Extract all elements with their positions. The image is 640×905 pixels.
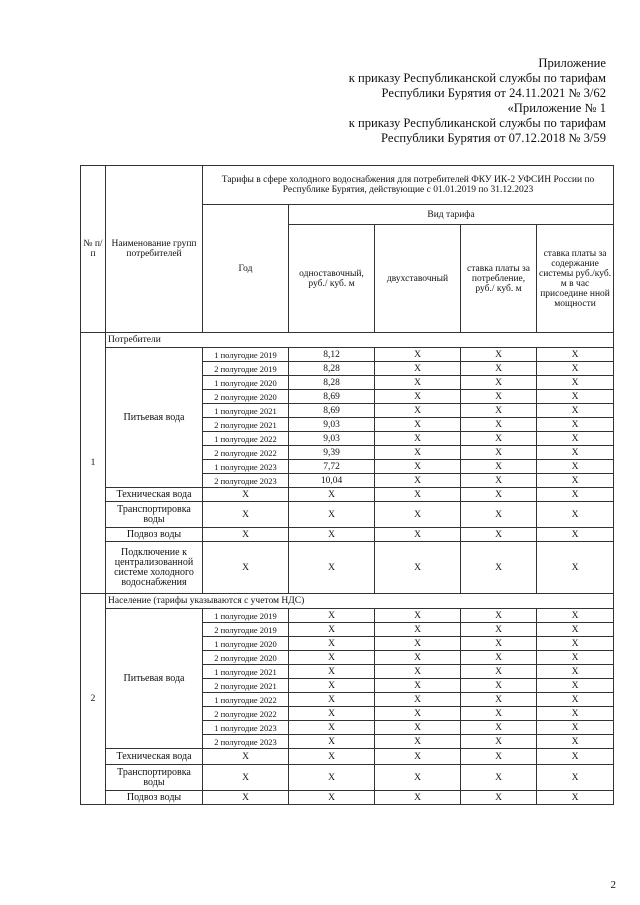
single-rate-value: 8,28 (289, 376, 375, 390)
na-mark: X (461, 404, 537, 418)
na-mark: X (203, 749, 289, 765)
na-mark: X (537, 791, 614, 805)
single-rate-value: X (289, 735, 375, 749)
col-header-year: Год (203, 205, 289, 333)
na-mark: X (537, 390, 614, 404)
group-drinking-water: Питьевая вода (106, 348, 203, 488)
na-mark: X (375, 542, 461, 594)
group-drinking-water: Питьевая вода (106, 609, 203, 749)
na-mark: X (537, 637, 614, 651)
service-name: Подвоз воды (106, 791, 203, 805)
na-mark: X (203, 502, 289, 528)
na-mark: X (461, 693, 537, 707)
tariff-table (80, 165, 614, 805)
period-cell: 2 полугодие 2023 (203, 735, 289, 749)
period-cell: 2 полугодие 2022 (203, 707, 289, 721)
na-mark: X (461, 707, 537, 721)
na-mark: X (461, 665, 537, 679)
period-cell: 2 полугодие 2019 (203, 362, 289, 376)
na-mark: X (537, 488, 614, 502)
na-mark: X (461, 488, 537, 502)
service-name: Техническая вода (106, 488, 203, 502)
col-header-double-rate: двухставочный (375, 225, 461, 333)
na-mark: X (537, 721, 614, 735)
na-mark: X (375, 637, 461, 651)
single-rate-value: X (289, 721, 375, 735)
na-mark: X (375, 749, 461, 765)
na-mark: X (537, 665, 614, 679)
na-mark: X (375, 528, 461, 542)
period-cell: 1 полугодие 2022 (203, 693, 289, 707)
na-mark: X (375, 404, 461, 418)
single-rate-value: 8,69 (289, 390, 375, 404)
na-mark: X (537, 460, 614, 474)
period-cell: 2 полугодие 2023 (203, 474, 289, 488)
na-mark: X (537, 376, 614, 390)
na-mark: X (375, 735, 461, 749)
single-rate-value: X (289, 651, 375, 665)
single-rate-value: 9,39 (289, 446, 375, 460)
na-mark: X (461, 474, 537, 488)
na-mark: X (375, 446, 461, 460)
na-mark: X (537, 362, 614, 376)
single-rate-value: 8,12 (289, 348, 375, 362)
na-mark: X (289, 791, 375, 805)
na-mark: X (375, 623, 461, 637)
na-mark: X (461, 528, 537, 542)
header-line: Приложение (538, 56, 606, 70)
section-title: Население (тарифы указываются с учетом НДС) (106, 594, 614, 609)
na-mark: X (375, 390, 461, 404)
period-cell: 2 полугодие 2021 (203, 679, 289, 693)
na-mark: X (461, 376, 537, 390)
na-mark: X (375, 376, 461, 390)
na-mark: X (537, 404, 614, 418)
header-line: «Приложение № 1 (507, 101, 606, 115)
na-mark: X (461, 637, 537, 651)
na-mark: X (461, 390, 537, 404)
na-mark: X (537, 693, 614, 707)
na-mark: X (537, 735, 614, 749)
na-mark: X (537, 765, 614, 791)
na-mark: X (461, 721, 537, 735)
na-mark: X (537, 418, 614, 432)
period-cell: 1 полугодие 2019 (203, 609, 289, 623)
na-mark: X (461, 502, 537, 528)
na-mark: X (289, 542, 375, 594)
na-mark: X (537, 446, 614, 460)
na-mark: X (289, 488, 375, 502)
na-mark: X (203, 528, 289, 542)
col-header-tariff-type: Вид тарифа (289, 205, 614, 225)
period-cell: 1 полугодие 2019 (203, 348, 289, 362)
table-row (81, 791, 614, 805)
col-header-rate-maintenance: ставка платы за содержание системы руб./куб. м в час присоедине нной мощности (537, 225, 614, 333)
period-cell: 1 полугодие 2023 (203, 460, 289, 474)
period-cell: 1 полугодие 2023 (203, 721, 289, 735)
na-mark: X (375, 665, 461, 679)
na-mark: X (375, 488, 461, 502)
header-line: Республики Бурятия от 07.12.2018 № 3/59 (381, 131, 606, 145)
col-header-rate-consumption: ставка платы за потребление, руб./ куб. м (461, 225, 537, 333)
table-row (81, 765, 614, 791)
na-mark: X (375, 474, 461, 488)
period-cell: 1 полугодие 2020 (203, 637, 289, 651)
na-mark: X (537, 651, 614, 665)
header-line: к приказу Республиканской службы по тарифам (348, 116, 606, 130)
na-mark: X (289, 749, 375, 765)
table-row (81, 749, 614, 765)
col-header-single-rate: одноставочный, руб./ куб. м (289, 225, 375, 333)
na-mark: X (537, 474, 614, 488)
single-rate-value: X (289, 707, 375, 721)
na-mark: X (461, 418, 537, 432)
na-mark: X (375, 693, 461, 707)
na-mark: X (461, 460, 537, 474)
na-mark: X (375, 791, 461, 805)
service-name: Транспортировка воды (106, 502, 203, 528)
single-rate-value: X (289, 609, 375, 623)
table-title: Тарифы в сфере холодного водоснабжения для потребителей ФКУ ИК-2 УФСИН России по Республике Бурятия, действующие с 01.01.2019 по 31.12.2023 (203, 166, 614, 205)
page-number: 2 (610, 879, 616, 891)
table-row (81, 502, 614, 528)
na-mark: X (461, 735, 537, 749)
period-cell: 2 полугодие 2021 (203, 418, 289, 432)
na-mark: X (375, 765, 461, 791)
na-mark: X (375, 502, 461, 528)
table-row (81, 348, 614, 362)
na-mark: X (375, 460, 461, 474)
na-mark: X (537, 623, 614, 637)
na-mark: X (203, 488, 289, 502)
service-name: Подключение к централизованной системе холодного водоснабжения (106, 542, 203, 594)
period-cell: 2 полугодие 2020 (203, 390, 289, 404)
row-number: 2 (81, 594, 106, 805)
na-mark: X (461, 651, 537, 665)
header-line: Республики Бурятия от 24.11.2021 № 3/62 (381, 86, 606, 100)
single-rate-value: X (289, 665, 375, 679)
single-rate-value: 10,04 (289, 474, 375, 488)
na-mark: X (375, 651, 461, 665)
na-mark: X (461, 765, 537, 791)
col-header-num: № п/п (81, 166, 106, 333)
table-row (81, 528, 614, 542)
na-mark: X (537, 679, 614, 693)
period-cell: 2 полугодие 2019 (203, 623, 289, 637)
table-row (81, 488, 614, 502)
na-mark: X (203, 765, 289, 791)
na-mark: X (537, 542, 614, 594)
single-rate-value: 8,28 (289, 362, 375, 376)
na-mark: X (461, 749, 537, 765)
row-number: 1 (81, 333, 106, 594)
period-cell: 2 полугодие 2022 (203, 446, 289, 460)
na-mark: X (461, 362, 537, 376)
table-row (81, 609, 614, 623)
na-mark: X (537, 348, 614, 362)
single-rate-value: 9,03 (289, 418, 375, 432)
na-mark: X (461, 679, 537, 693)
na-mark: X (289, 502, 375, 528)
service-name: Техническая вода (106, 749, 203, 765)
na-mark: X (375, 418, 461, 432)
single-rate-value: X (289, 623, 375, 637)
single-rate-value: X (289, 693, 375, 707)
na-mark: X (375, 348, 461, 362)
na-mark: X (375, 721, 461, 735)
na-mark: X (537, 609, 614, 623)
document-header (349, 56, 606, 146)
single-rate-value: 7,72 (289, 460, 375, 474)
na-mark: X (537, 749, 614, 765)
period-cell: 1 полугодие 2021 (203, 665, 289, 679)
na-mark: X (375, 707, 461, 721)
na-mark: X (289, 528, 375, 542)
na-mark: X (461, 609, 537, 623)
single-rate-value: X (289, 637, 375, 651)
section-title: Потребители (106, 333, 614, 348)
na-mark: X (537, 502, 614, 528)
na-mark: X (461, 623, 537, 637)
na-mark: X (203, 791, 289, 805)
header-line: к приказу Республиканской службы по тарифам (348, 71, 606, 85)
na-mark: X (461, 432, 537, 446)
period-cell: 1 полугодие 2022 (203, 432, 289, 446)
na-mark: X (375, 609, 461, 623)
na-mark: X (203, 542, 289, 594)
na-mark: X (537, 707, 614, 721)
na-mark: X (461, 348, 537, 362)
table-row (81, 542, 614, 594)
single-rate-value: 9,03 (289, 432, 375, 446)
na-mark: X (289, 765, 375, 791)
na-mark: X (537, 528, 614, 542)
na-mark: X (375, 679, 461, 693)
period-cell: 1 полугодие 2020 (203, 376, 289, 390)
na-mark: X (375, 432, 461, 446)
service-name: Подвоз воды (106, 528, 203, 542)
na-mark: X (461, 446, 537, 460)
na-mark: X (375, 362, 461, 376)
service-name: Транспортировка воды (106, 765, 203, 791)
single-rate-value: X (289, 679, 375, 693)
na-mark: X (461, 791, 537, 805)
single-rate-value: 8,69 (289, 404, 375, 418)
period-cell: 2 полугодие 2020 (203, 651, 289, 665)
na-mark: X (537, 432, 614, 446)
na-mark: X (461, 542, 537, 594)
period-cell: 1 полугодие 2021 (203, 404, 289, 418)
col-header-group: Наименование групп потребителей (106, 166, 203, 333)
